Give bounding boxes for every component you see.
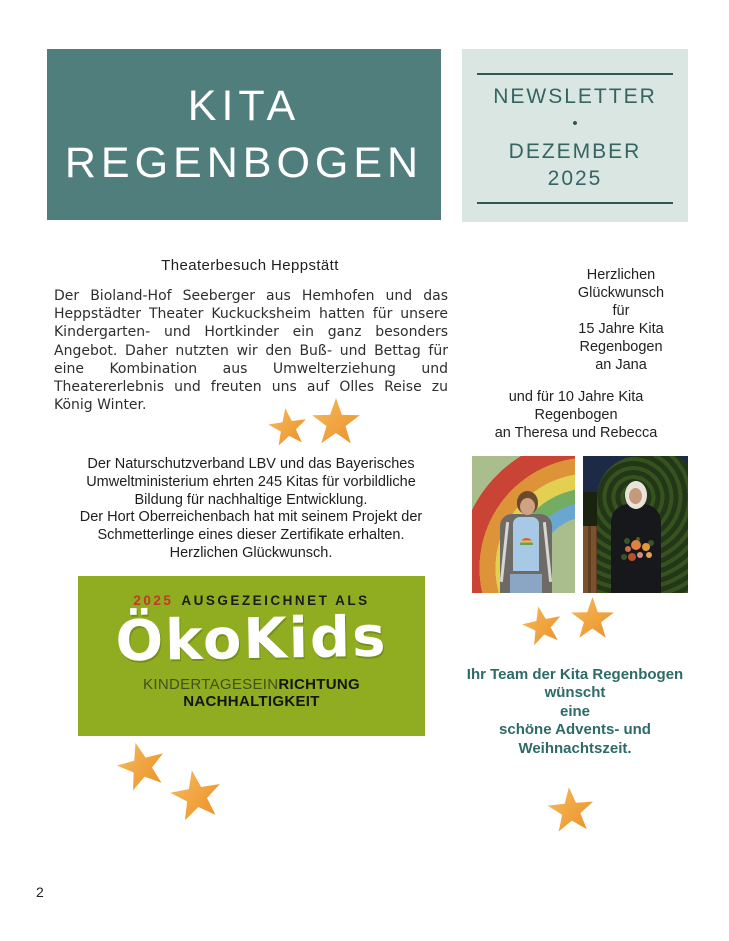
team-wishes-line: Weihnachtszeit.	[518, 739, 632, 757]
congrats-15-line: Regenbogen	[579, 339, 663, 355]
congrats-15-line: Glückwunsch	[577, 285, 665, 301]
oekokids-year: 2025	[133, 593, 174, 608]
congrats-15-section	[462, 262, 690, 374]
star-icon	[311, 398, 361, 448]
award-note-line: Herzlichen Glückwunsch.	[169, 544, 333, 561]
star-icon	[545, 785, 597, 837]
award-note-line: Bildung für nachhaltige Entwicklung.	[134, 491, 368, 508]
congrats-15-line: an Jana	[595, 357, 647, 373]
team-wishes-line: wünscht	[544, 684, 606, 702]
page-number: 2	[36, 884, 44, 900]
photo-person-face	[629, 488, 642, 504]
issue-separator-dot: •	[572, 115, 578, 133]
congrats-15-text	[552, 262, 690, 374]
issue-label: NEWSLETTER	[493, 85, 657, 109]
issue-date	[509, 139, 642, 192]
oekokids-banner-footer	[78, 676, 425, 710]
star-icon	[518, 602, 567, 651]
oekokids-brand-logo: ÖkoKids	[115, 604, 388, 675]
congrats-10-text	[448, 388, 704, 442]
photo-rainbow-mural	[472, 456, 575, 593]
team-wishes-line: eine	[559, 702, 590, 720]
congrats-10-line: Regenbogen	[534, 407, 618, 423]
photo-person-face	[520, 498, 535, 515]
team-wishes-line: schöne Advents- und	[499, 721, 651, 739]
issue-year: 2025	[547, 166, 603, 190]
award-note-line: Umweltministerium ehrten 245 Kitas für vorbildliche	[86, 473, 416, 490]
masthead-title-line2: REGENBOGEN	[64, 138, 424, 187]
team-wishes-line: Ihr Team der Kita Regenbogen	[466, 666, 684, 683]
award-note-line: Der Naturschutzverband LBV und das Bayerisches	[87, 456, 415, 472]
star-icon	[111, 736, 172, 797]
oekokids-banner	[78, 576, 425, 736]
photo-shirt-rainbow-print	[520, 538, 533, 545]
article-heading: Theaterbesuch Heppstätt	[161, 257, 339, 274]
award-note-line: Schmetterlinge eines dieser Zertifikate erhalten.	[97, 527, 405, 544]
star-icon	[265, 405, 310, 450]
team-wishes	[458, 666, 692, 758]
star-icon	[570, 597, 615, 642]
masthead-title-box	[47, 49, 441, 220]
award-note-line: Der Hort Oberreichenbach hat mit seinem Projekt der	[79, 509, 423, 526]
issue-month: DEZEMBER	[508, 140, 642, 164]
photo-flower-bouquet	[583, 456, 688, 593]
article-body: Der Bioland-Hof Seeberger aus Hemhofen und das Heppstädter Theater Kuckucksheim hatten für unsere Kindergarten- und Hortkinder ein ganz besonders Angebot. Daher nutzten wir den Buß- und Bettag für eine Kombination aus Umwelterziehung und Theatererlebnis und freuten uns auf Olles Reise zu König Winter.	[54, 288, 448, 414]
congrats-10-line: und für 10 Jahre Kita	[508, 389, 644, 405]
congrats-15-line: für	[612, 303, 630, 319]
issue-top-rule	[477, 73, 673, 75]
photo-bouquet	[631, 540, 641, 550]
star-icon	[166, 766, 227, 827]
issue-bottom-rule	[477, 202, 673, 204]
oekokids-footer-bold: RICHTUNG NACHHALTIGKEIT	[183, 676, 360, 710]
congrats-10-line: an Theresa und Rebecca	[494, 425, 658, 441]
issue-panel	[462, 49, 688, 222]
award-note	[55, 456, 447, 563]
oekokids-footer-regular: KINDERTAGESEIN	[143, 676, 279, 693]
oekokids-tagline: AUSGEZEICHNET ALS	[181, 593, 370, 608]
stars-article	[268, 398, 361, 448]
congrats-15-line: 15 Jahre Kita	[578, 321, 664, 337]
photo-person-jeans	[510, 574, 542, 593]
masthead-title-line1: KITA	[187, 81, 301, 130]
congrats-15-line: Herzlichen	[586, 267, 656, 283]
